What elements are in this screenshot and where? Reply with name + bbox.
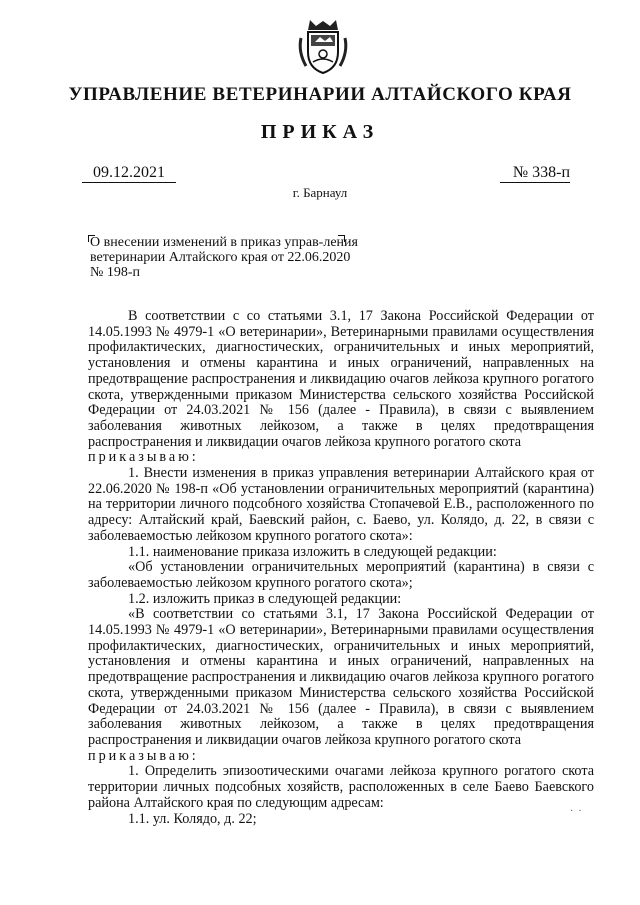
scan-mark: · · (570, 806, 582, 817)
order-body (88, 309, 594, 827)
order-date: 09.12.2021 (82, 164, 176, 183)
organization-name: УПРАВЛЕНИЕ ВЕТЕРИНАРИИ АЛТАЙСКОГО КРАЯ (68, 84, 572, 105)
body-paragraph: 1. Определить эпизоотическими очагами лейкоза крупного рогатого скота территории личных подсобных хозяйств, расположенных в селе Баево Баевского района Алтайского края по следующим адресам: (88, 763, 594, 811)
body-paragraph: В соответствии с со статьями 3.1, 17 Закона Российской Федерации от 14.05.1993 № 4979-1 «О ветеринарии», Ветеринарными правилами осуществления профилактических, диагностических, ограничительных и иных мероприятий, установления и отмены карантина и иных ограничений, направленных на предотвращение распространения и ликвидацию очагов лейкоза крупного рогатого скота, утвержденными приказом Министерства сельского хозяйства Российской Федерации от 24.03.2021 № 156 (далее - Правила), в связи с выявлением заболевания животных лейкозом, а также в целях предотвращения распространения и ликвидации очагов лейкоза крупного рогатого скота (88, 308, 594, 450)
body-paragraph: 1.1. наименование приказа изложить в следующей редакции: (128, 543, 497, 560)
body-paragraph: 1.2. изложить приказ в следующей редакции: (128, 590, 402, 607)
body-paragraph: «Об установлении ограничительных мероприятий (карантина) в связи с заболеваемостью лейкозом крупного рогатого скота»; (88, 559, 594, 591)
body-paragraph: 1.1. ул. Колядо, д. 22; (128, 810, 257, 827)
body-paragraph: 1. Внести изменения в приказ управления ветеринарии Алтайского края от 22.06.2020 № 198-п «Об установлении ограничительных мероприятий (карантина) на территории личного подсобного хозяйства Стопачевой Е.В., расположенного по адресу: Алтайский край, Баевский район, с. Баево, ул. Колядо, д. 22, в связи с заболеваемостью лейкозом крупного рогатого скота»: (88, 465, 594, 544)
document-type-title: ПРИКАЗ (260, 121, 380, 143)
city-name: г. Барнаул (292, 185, 348, 200)
order-directive-word: приказываю: (88, 449, 199, 466)
order-number: № 338-п (500, 164, 570, 183)
body-paragraph: «В соответствии со статьями 3.1, 17 Закона Российской Федерации от 14.05.1993 № 4979-1 «О ветеринарии», Ветеринарными правилами осуществления профилактических, диагностических, ограничительных и иных мероприятий, установления и отмены карантина и иных ограничений, направленных на предотвращение распространения и ликвидацию очагов лейкоза крупного рогатого скота, утвержденными приказом Министерства сельского хозяйства Российской Федерации от 24.03.2021 № 156 (далее - Правила), в связи с выявлением заболевания животных лейкозом, а также в целях предотвращения распространения и ликвидации очагов лейкоза крупного рогатого скота (88, 606, 594, 748)
order-subject: О внесении изменений в приказ управ-ления ветеринарии Алтайского края от 22.06.2020 № 198-п (90, 235, 358, 280)
order-directive-word: приказываю: (88, 747, 199, 764)
altai-krai-coat-of-arms-icon (296, 18, 350, 74)
